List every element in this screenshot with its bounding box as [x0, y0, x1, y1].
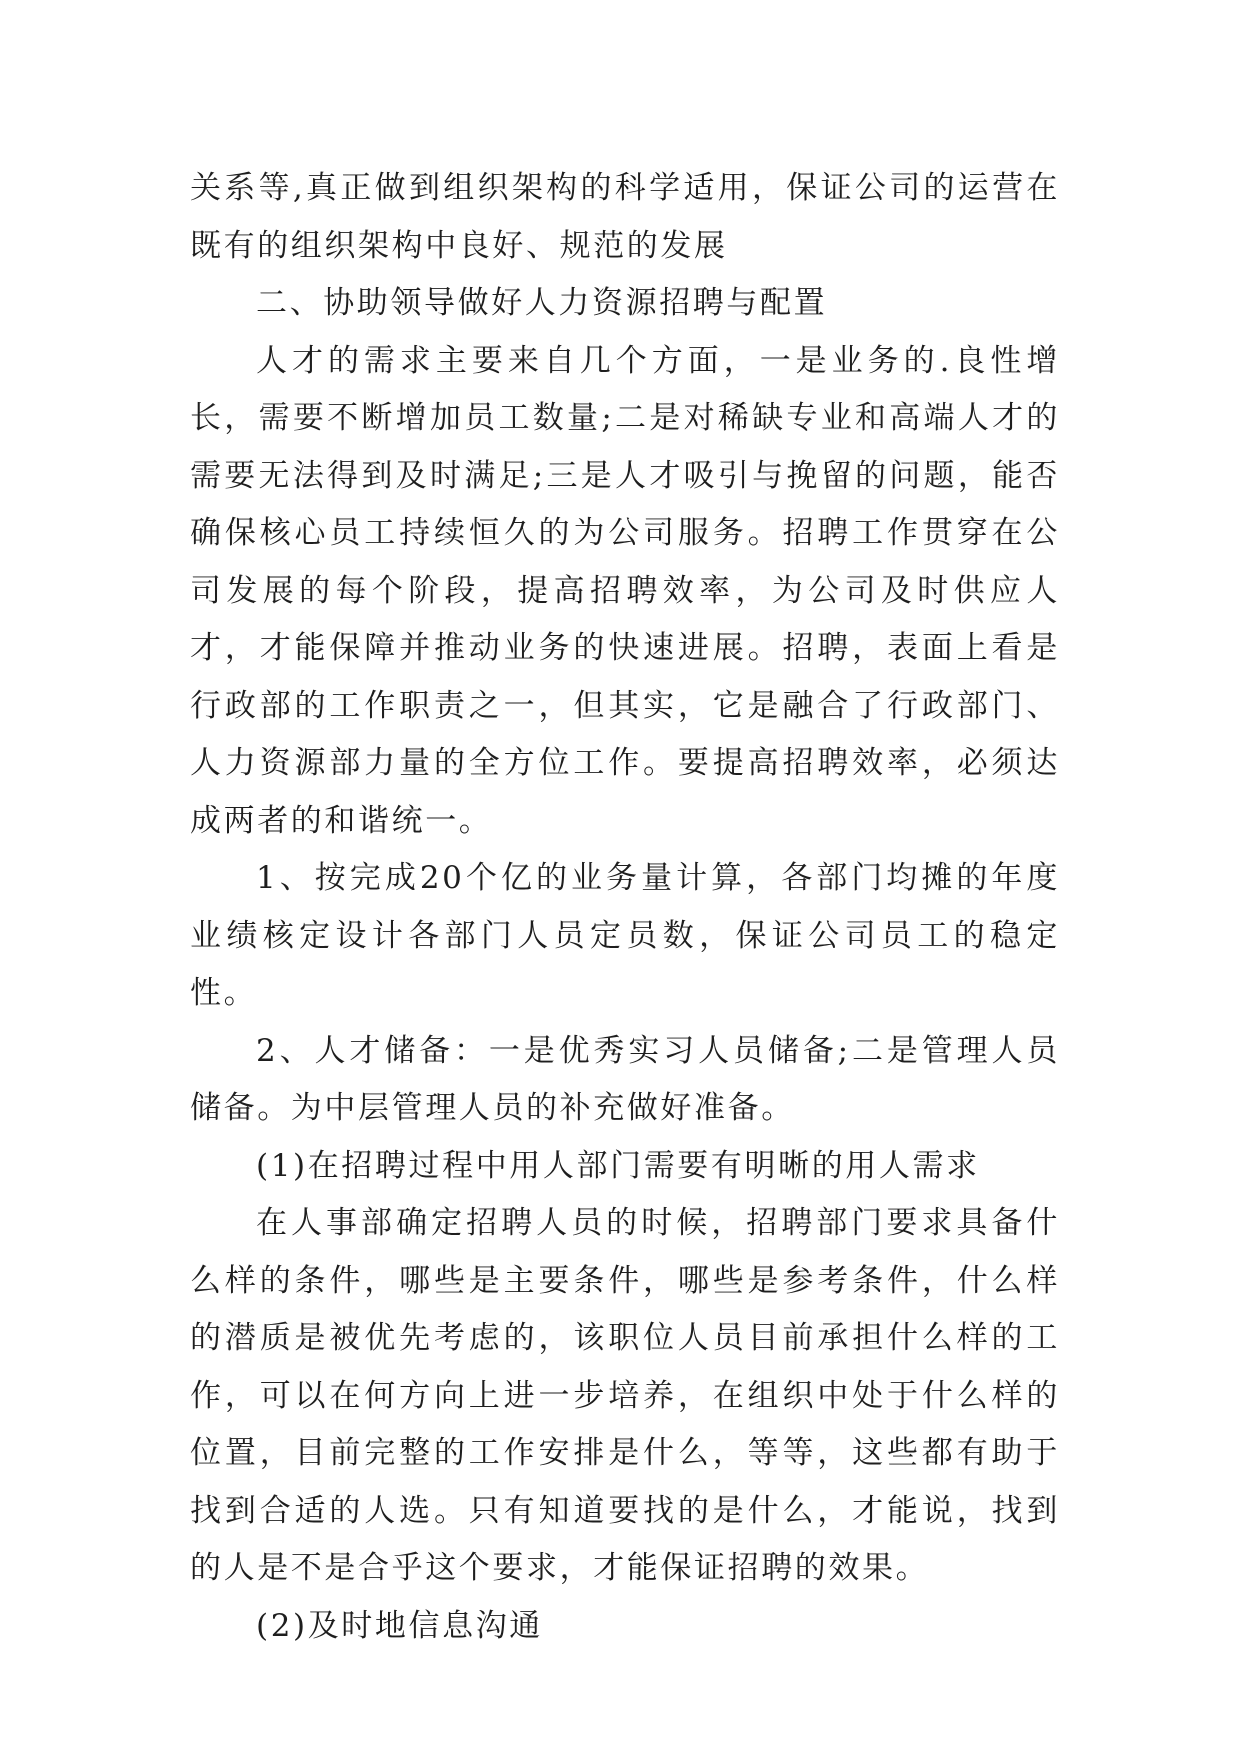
paragraph-continuation: 关系等,真正做到组织架构的科学适用，保证公司的运营在既有的组织架构中良好、规范的发展	[190, 170, 1060, 264]
list-item-2-talent-reserve: 2、人才储备：一是优秀实习人员储备;二是管理人员储备。为中层管理人员的补充做好准备。	[190, 1032, 1060, 1126]
subheading-clear-requirements: (1)在招聘过程中用人部门需要有明晰的用人需求	[256, 1147, 980, 1184]
list-item-1-staffing: 1、按完成20个亿的业务量计算，各部门均摊的年度业绩核定设计各部门人员定员数，保证公司员工的稳定性。	[190, 860, 1060, 1011]
section-heading-recruitment: 二、协助领导做好人力资源招聘与配置	[256, 285, 828, 321]
paragraph-talent-demand: 人才的需求主要来自几个方面，一是业务的.良性增长，需要不断增加员工数量;二是对稀缺专业和高端人才的需要无法得到及时满足;三是人才吸引与挽留的问题，能否确保核心员工持续恒久的为公司服务。招聘工作贯穿在公司发展的每个阶段，提高招聘效率，为公司及时供应人才，才能保障并推动业务的快速进展。招聘，表面上看是行政部的工作职责之一，但其实，它是融合了行政部门、人力资源部力量的全方位工作。要提高招聘效率，必须达成两者的和谐统一。	[190, 342, 1060, 839]
paragraph-requirements-detail: 在人事部确定招聘人员的时候，招聘部门要求具备什么样的条件，哪些是主要条件，哪些是参考条件，什么样的潜质是被优先考虑的，该职位人员目前承担什么样的工作，可以在何方向上进一步培养，在组织中处于什么样的位置，目前完整的工作安排是什么，等等，这些都有助于找到合适的人选。只有知道要找的是什么，才能说，找到的人是不是合乎这个要求，才能保证招聘的效果。	[190, 1205, 1060, 1586]
document-body	[190, 160, 1060, 1655]
subheading-communication: (2)及时地信息沟通	[256, 1607, 543, 1644]
